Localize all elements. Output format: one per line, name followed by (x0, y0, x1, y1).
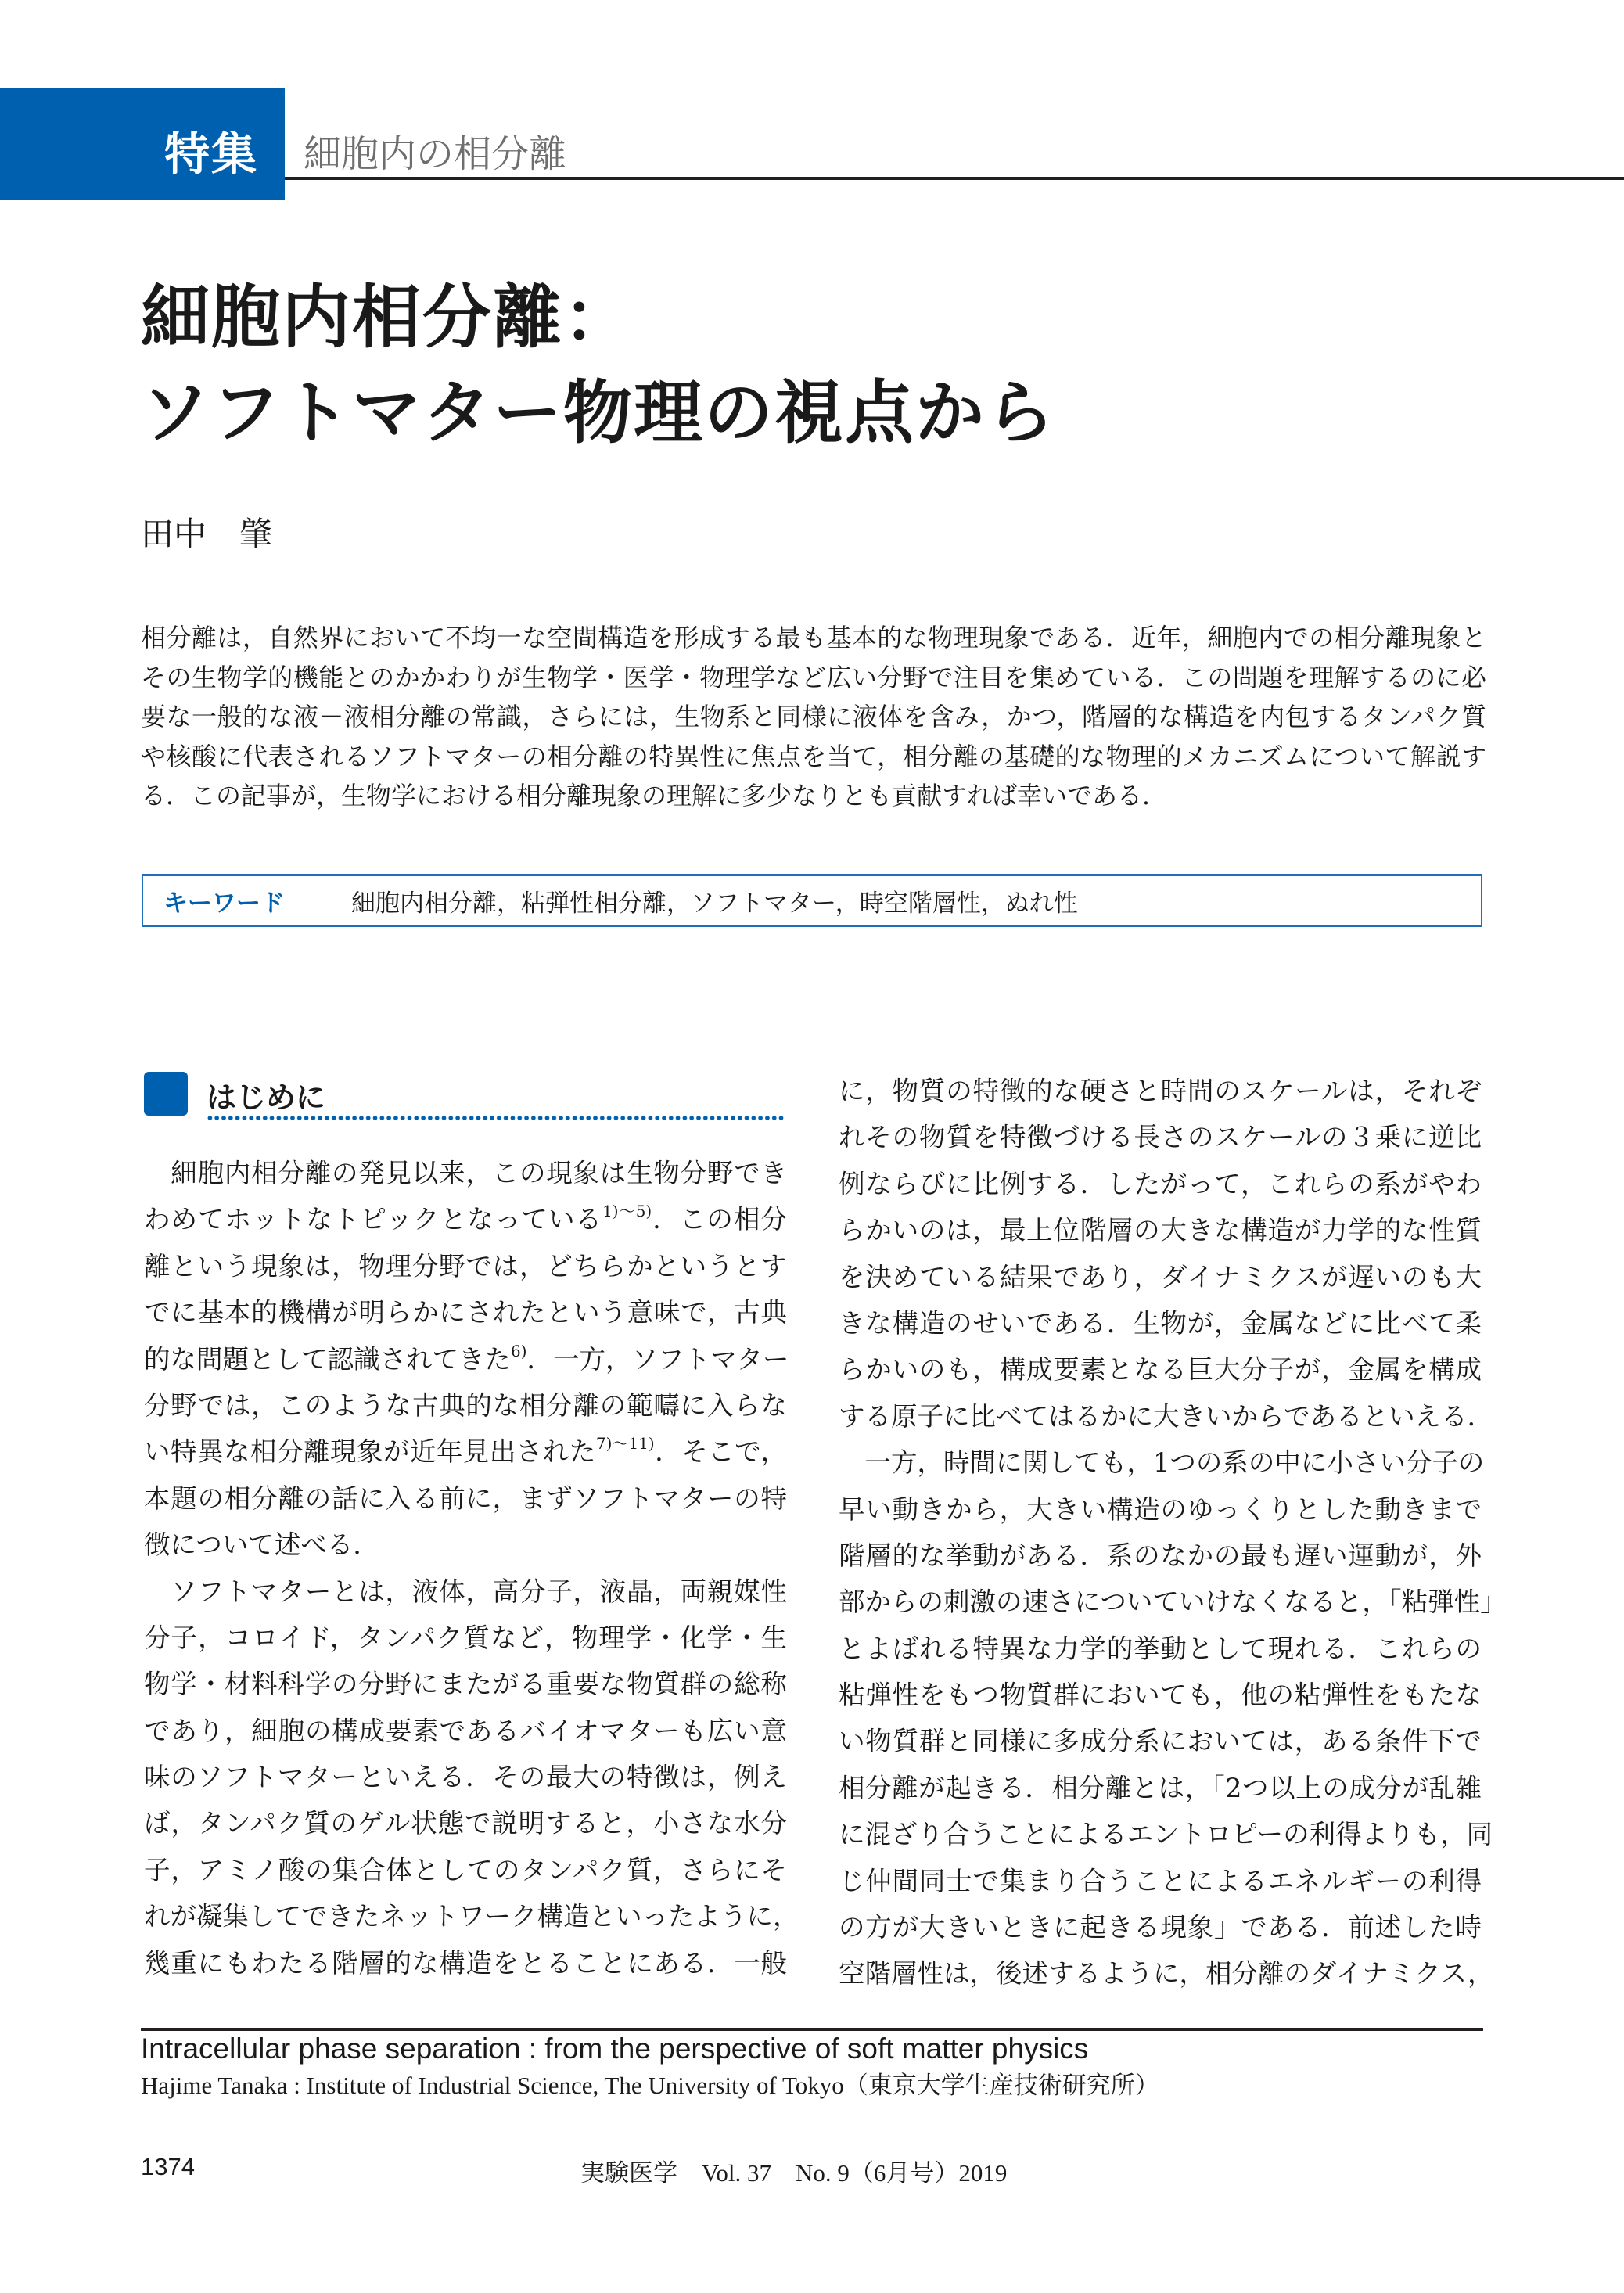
article-title (141, 270, 1056, 461)
body-line-text: ．一方，ソフトマター (526, 1343, 789, 1375)
body-line-text: じ仲間同士で集まり合うことによるエネルギーの利得 (839, 1865, 1482, 1896)
body-line-text: 物学・材料科学の分野にまたがる重要な物質群の総称 (144, 1669, 787, 1700)
body-line-text: きな構造のせいである．生物が，金属などに比べて柔 (839, 1307, 1482, 1339)
body-line-text: を決めている結果であり，ダイナミクスが遅いのも大 (839, 1261, 1482, 1292)
keywords-box (142, 874, 1482, 927)
body-column-right (839, 1068, 1507, 1997)
body-line-text: に，物質の特徴的な硬さと時間のスケールは，それぞ (839, 1076, 1482, 1106)
body-line-text: らかいのは，最上位階層の大きな構造が力学的な性質 (839, 1215, 1482, 1246)
body-line (144, 1661, 787, 1707)
citation-ref: 7)～11) (595, 1434, 655, 1454)
body-line-text: 徴について述べる． (144, 1529, 379, 1561)
body-column-left (144, 1150, 799, 1986)
body-line (839, 1533, 1482, 1579)
body-line-text: れが凝集してできたネットワーク構造といったように， (144, 1901, 799, 1932)
body-line-text: であり，細胞の構成要素であるバイオマターも広い意 (144, 1715, 787, 1746)
abstract (141, 618, 1486, 816)
body-line (839, 1672, 1482, 1718)
section-heading (144, 1072, 785, 1119)
body-line (144, 1522, 787, 1568)
body-line (144, 1150, 787, 1196)
body-line-text: 本題の相分離の話に入る前に，まずソフトマターの特 (144, 1483, 787, 1514)
body-line-text: れその物質を特徴づける長さのスケールの３乗に逆比 (839, 1122, 1482, 1153)
body-line-text: 早い動きから，大きい構造のゆっくりとした動きまで (839, 1493, 1482, 1525)
body-line (144, 1289, 787, 1335)
body-line-text: わめてホットなトピックとなっている (144, 1204, 603, 1235)
body-line-text: ．そこで， (654, 1436, 788, 1468)
body-line-text: らかいのも，構成要素となる巨大分子が，金属を構成 (839, 1354, 1482, 1386)
body-line (839, 1579, 1507, 1625)
body-line-text: い特異な相分離現象が近年見出された (144, 1436, 596, 1468)
body-line (839, 1904, 1482, 1950)
body-line (144, 1800, 787, 1846)
body-line-text: 幾重にもわたる階層的な構造をとることにある．一般 (144, 1947, 787, 1979)
body-line (839, 1068, 1482, 1114)
body-line (144, 1196, 787, 1242)
body-line-text: ．この相分 (652, 1204, 787, 1235)
journal-info: 実験医学 Vol. 37 No. 9（6月号）2019 (580, 2159, 1008, 2187)
body-line-text: 相分離が起きる．相分離とは，「2つ以上の成分が乱雑 (839, 1772, 1482, 1803)
body-line (144, 1243, 787, 1289)
abstract-text: 相分離は，自然界において不均一な空間構造を形成する最も基本的な物理現象である．近年，細胞内での相分離現象とその生物学的機能とのかかわりが生物学・医学・物理学など広い分野で注目を集めている．この問題を理解するのに必要な一般的な液－液相分離の常識，さらには，生物系と同様に液体を含み，かつ，階層的な構造を内包するタンパク質や核酸に代表されるソフトマターの相分離の特異性に焦点を当て，相分離の基礎的な物理的メカニズムについて解説する．この記事が，生物学における相分離現象の理解に多少なりとも貢献すれば幸いである． (141, 623, 1486, 810)
body-line (839, 1207, 1482, 1253)
body-line (144, 1940, 787, 1986)
body-line (144, 1754, 787, 1800)
body-line-text: 細胞内相分離の発見以来，この現象は生物分野でき (144, 1158, 787, 1188)
body-line-text: 分子，コロイド，タンパク質など，物理学・化学・生 (144, 1622, 787, 1653)
section-square-icon (144, 1072, 188, 1116)
body-line (839, 1254, 1482, 1300)
body-line (839, 1858, 1482, 1904)
body-line-text: に混ざり合うことによるエントロピーの利得よりも，同 (839, 1819, 1493, 1850)
body-line (144, 1893, 799, 1939)
body-line (839, 1626, 1482, 1672)
section-dotted-rule (207, 1116, 785, 1120)
body-line-text: 階層的な挙動がある．系のなかの最も遅い運動が，外 (839, 1540, 1482, 1571)
body-line (839, 1811, 1493, 1857)
author-affiliation: Hajime Tanaka : Institute of Industrial Science, The University of Tokyo（東京大学生産技術研究所） (141, 2072, 1159, 2099)
author-name: 田中 肇 (141, 515, 273, 553)
body-line-text: する原子に比べてはるかに大きいからであるといえる． (839, 1400, 1494, 1432)
body-line (839, 1486, 1482, 1533)
body-line (839, 1718, 1482, 1764)
body-line-text: 味のソフトマターといえる．その最大の特徴は，例え (144, 1762, 787, 1793)
title-line-1: 細胞内相分離： (141, 277, 634, 358)
english-title: Intracellular phase separation : from the perspective of soft matter physics (141, 2032, 1089, 2065)
body-line (839, 1300, 1482, 1346)
keywords-list: 細胞内相分離，粘弾性相分離，ソフトマター，時空階層性，ぬれ性 (351, 889, 1078, 918)
body-line-text: の方が大きいときに起きる現象」である．前述した時 (839, 1912, 1482, 1943)
body-line (144, 1429, 787, 1475)
body-line-text: でに基本的機構が明らかにされたという意味で，古典 (144, 1297, 787, 1328)
body-line-text: い物質群と同様に多成分系においては，ある条件下で (839, 1726, 1482, 1757)
body-line (144, 1615, 787, 1661)
title-line-2: ソフトマター物理の視点から (141, 372, 1057, 453)
header-rule (285, 177, 1624, 180)
body-line-text: 一方，時間に関しても，1つの系の中に小さい分子の (839, 1447, 1485, 1479)
body-line-text: 分野では，このような古典的な相分離の範疇に入らな (144, 1389, 787, 1421)
citation-ref: 1)～5) (602, 1202, 652, 1221)
body-line-text: 子，アミノ酸の集合体としてのタンパク質，さらにそ (144, 1854, 787, 1885)
body-line-text: 空階層性は，後述するように，相分離のダイナミクス， (839, 1958, 1494, 1989)
body-line (839, 1161, 1482, 1207)
body-line (839, 1439, 1485, 1486)
page-number: 1374 (141, 2153, 195, 2180)
body-line (144, 1708, 787, 1754)
series-title: 細胞内の相分離 (304, 132, 567, 176)
body-line-text: 粘弾性をもつ物質群においても，他の粘弾性をもたな (839, 1680, 1482, 1711)
body-line-text: 離という現象は，物理分野では，どちらかというとす (144, 1250, 787, 1281)
citation-ref: 6) (511, 1341, 527, 1360)
body-line-text: ソフトマターとは，液体，高分子，液晶，両親媒性 (144, 1576, 787, 1607)
body-line (839, 1114, 1482, 1160)
body-line-text: とよばれる特異な力学的挙動として現れる．これらの (839, 1633, 1482, 1664)
body-line (144, 1569, 787, 1615)
body-line (839, 1950, 1494, 1996)
body-line (144, 1382, 787, 1429)
section-title: はじめに (207, 1080, 326, 1115)
body-line-text: 的な問題として認識されてきた (144, 1343, 511, 1375)
body-line (144, 1336, 787, 1382)
body-line (839, 1765, 1482, 1811)
body-line (144, 1475, 787, 1522)
feature-badge: 特集 (164, 128, 259, 181)
body-line-text: 例ならびに比例する．したがって，これらの系がやわ (839, 1168, 1482, 1199)
footer-rule (141, 2028, 1483, 2031)
body-line (839, 1393, 1494, 1439)
keywords-label: キーワード (163, 889, 285, 918)
body-line (144, 1847, 787, 1893)
body-line (839, 1346, 1482, 1393)
body-line-text: 部からの刺激の速さについていけなくなると，「粘弾性」 (839, 1587, 1507, 1618)
body-line-text: ば，タンパク質のゲル状態で説明すると，小さな水分 (144, 1808, 787, 1839)
